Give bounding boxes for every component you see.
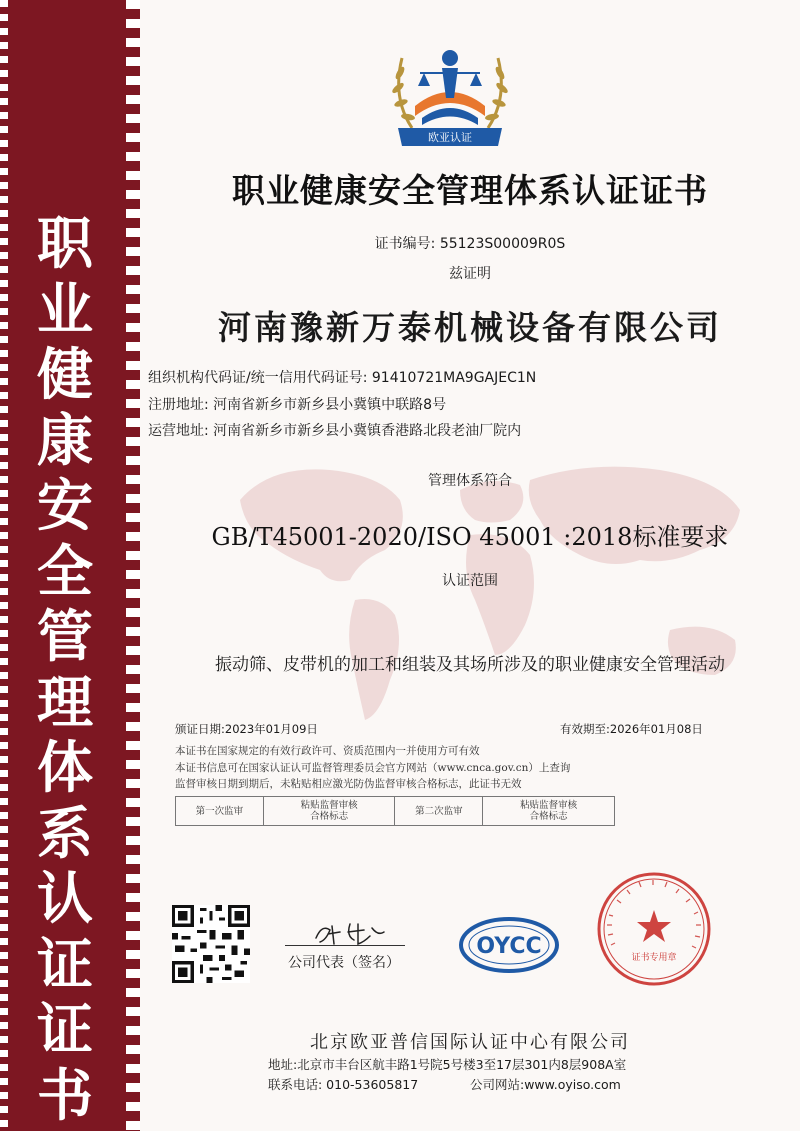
eurasia-certification-logo	[380, 28, 520, 163]
first-surveillance-label: 第一次监审	[176, 797, 264, 826]
side-title-char: 健	[37, 343, 93, 408]
handwritten-signature	[312, 918, 392, 948]
scope: 振动筛、皮带机的加工和组装及其场所涉及的职业健康安全管理活动	[215, 655, 725, 675]
operating-address: 运营地址: 河南省新乡市新乡县小冀镇香港路北段老油厂院内	[148, 423, 522, 439]
issuer-phone: 联系电话: 010-53605817	[268, 1077, 419, 1092]
oycc-logo	[458, 915, 560, 975]
first-sticker-cell	[263, 797, 395, 826]
company-name: 河南豫新万泰机械设备有限公司	[218, 308, 722, 347]
side-title-char: 业	[37, 277, 93, 343]
certificate-number: 证书编号: 55123S00009R0S	[374, 236, 566, 252]
side-title-char: 认	[37, 867, 93, 932]
official-seal	[595, 870, 713, 988]
issuer-address: 地址:北京市丰台区航丰路1号院5号楼3至17层301内8层908A室	[268, 1057, 627, 1072]
issuer-name: 北京欧亚普信国际认证中心有限公司	[310, 1032, 630, 1053]
expiry-date: 有效期至:2026年01月08日	[560, 722, 703, 736]
side-title-char: 职	[37, 212, 93, 277]
side-title-char: 康	[37, 408, 93, 474]
sticker-text: 粘贴监督审核	[300, 800, 358, 811]
issuer-website[interactable]: 公司网站:www.oyiso.com	[470, 1077, 621, 1092]
signature-label: 公司代表（签名）	[288, 955, 400, 971]
issue-date: 颁证日期:2023年01月09日	[175, 722, 318, 736]
certificate-title: 职业健康安全管理体系认证证书	[232, 171, 708, 210]
svg-text:欧亚认证: 欧亚认证	[428, 131, 472, 144]
sticker-text: 合格标志	[529, 811, 568, 822]
scope-label: 认证范围	[442, 573, 498, 589]
note-line: 本证书信息可在国家认证认可监督管理委员会官方网站（www.cnca.gov.cn）上查询	[175, 762, 571, 774]
side-title-char: 证	[37, 932, 93, 998]
side-title-char: 管	[37, 605, 93, 670]
side-title-char: 书	[37, 1063, 93, 1129]
side-vertical-title	[20, 212, 110, 1129]
conformity-label: 管理体系符合	[428, 473, 512, 489]
registered-address: 注册地址: 河南省新乡市新乡县小冀镇中联路8号	[148, 397, 447, 413]
svg-text:证书专用章: 证书专用章	[631, 953, 677, 963]
svg-text:OYCC: OYCC	[476, 934, 542, 959]
standard: GB/T45001-2020/ISO 45001 :2018标准要求	[211, 523, 729, 551]
side-stripe-left	[0, 0, 8, 1131]
note-line: 监督审核日期到期后，未粘贴相应激光防伪监督审核合格标志，此证书无效	[175, 778, 522, 790]
signature-line	[285, 945, 405, 946]
side-title-char: 理	[37, 670, 93, 736]
second-surveillance-label: 第二次监审	[395, 797, 483, 826]
side-title-char: 体	[37, 736, 93, 801]
side-title-char: 证	[37, 998, 93, 1063]
note-line: 本证书在国家规定的有效行政许可、资质范围内一并使用方可有效	[175, 745, 480, 757]
side-title-char: 全	[37, 539, 93, 605]
sticker-text: 粘贴监督审核	[520, 800, 578, 811]
org-code: 组织机构代码证/统一信用代码证号: 91410721MA9GAJEC1N	[148, 370, 537, 386]
surveillance-table	[175, 796, 615, 826]
second-sticker-cell	[483, 797, 615, 826]
side-stripe-right	[120, 0, 140, 1131]
sticker-text: 合格标志	[310, 811, 349, 822]
qr-code	[172, 905, 250, 983]
side-title-char: 安	[37, 474, 93, 539]
side-title-char: 系	[37, 801, 93, 867]
hereby-certify: 兹证明	[449, 266, 491, 282]
